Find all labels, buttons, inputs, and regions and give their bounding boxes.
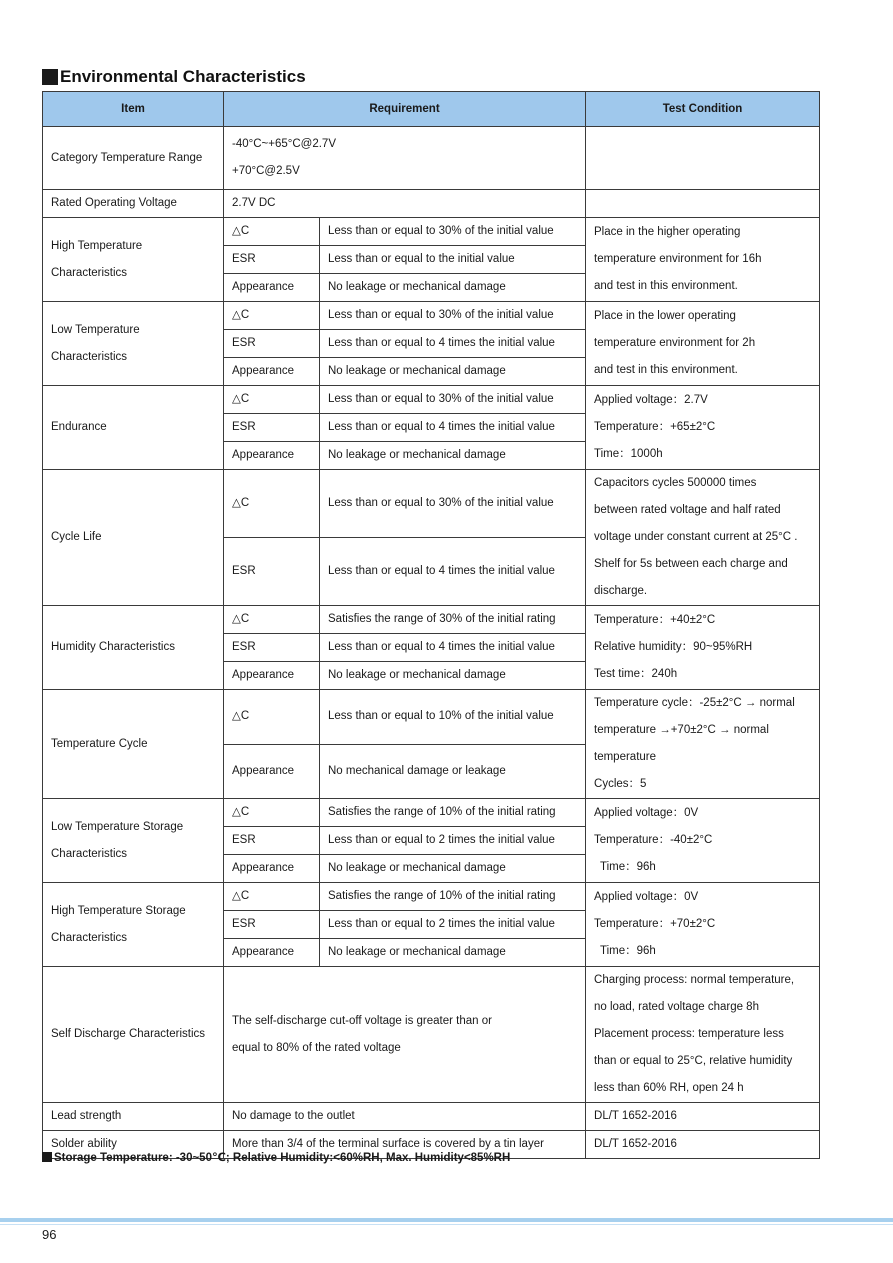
desc-cell: No leakage or mechanical damage: [320, 855, 586, 883]
param-cell: Appearance: [224, 939, 320, 967]
item-cell: Low Temperature Storage Characteristics: [43, 799, 224, 883]
desc-cell: Less than or equal to 30% of the initial value: [320, 302, 586, 330]
section-title: [42, 66, 306, 88]
table-row: [43, 967, 820, 1103]
desc-cell: Less than or equal to 4 times the initial value: [320, 330, 586, 358]
table-row: [43, 218, 820, 246]
title-text: Environmental Characteristics: [60, 67, 306, 86]
item-cell: Low Temperature Characteristics: [43, 302, 224, 386]
desc-cell: Less than or equal to 2 times the initial value: [320, 827, 586, 855]
test-condition-cell: Capacitors cycles 500000 times between rated voltage and half rated voltage under constant current at 25°C . Shelf for 5s between each charge and discharge.: [586, 470, 820, 606]
item-cell: High Temperature Storage Characteristics: [43, 883, 224, 967]
desc-cell: No mechanical damage or leakage: [320, 744, 586, 799]
desc-cell: Satisfies the range of 10% of the initial rating: [320, 883, 586, 911]
param-cell: △C: [224, 302, 320, 330]
param-cell: ESR: [224, 911, 320, 939]
param-cell: △C: [224, 883, 320, 911]
header-test-condition: Test Condition: [586, 92, 820, 127]
requirement-cell: The self-discharge cut-off voltage is greater than or equal to 80% of the rated voltage: [224, 967, 586, 1103]
item-cell: Solder ability: [43, 1131, 224, 1159]
param-cell: ESR: [224, 634, 320, 662]
footer-divider: [0, 1218, 893, 1222]
desc-cell: Less than or equal to 30% of the initial value: [320, 218, 586, 246]
item-cell: Temperature Cycle: [43, 690, 224, 799]
desc-cell: Less than or equal to 10% of the initial value: [320, 690, 586, 745]
table-row: [43, 386, 820, 414]
table-row: [43, 606, 820, 634]
environmental-characteristics-table: [42, 91, 820, 1159]
table-row: [43, 127, 820, 190]
item-cell: Category Temperature Range: [43, 127, 224, 190]
desc-cell: No leakage or mechanical damage: [320, 442, 586, 470]
test-condition-cell: [586, 190, 820, 218]
desc-cell: No leakage or mechanical damage: [320, 662, 586, 690]
header-requirement: Requirement: [224, 92, 586, 127]
param-cell: △C: [224, 690, 320, 745]
param-cell: Appearance: [224, 358, 320, 386]
footer-divider-thin: [0, 1224, 893, 1225]
square-bullet-icon: [42, 69, 58, 85]
item-cell: Rated Operating Voltage: [43, 190, 224, 218]
header-row: [43, 92, 820, 127]
desc-cell: Less than or equal to the initial value: [320, 246, 586, 274]
desc-cell: Less than or equal to 4 times the initial value: [320, 414, 586, 442]
test-condition-cell: DL/T 1652-2016: [586, 1103, 820, 1131]
test-condition-cell: Applied voltage：0V Temperature：-40±2°C Time：96h: [586, 799, 820, 883]
test-condition-cell: DL/T 1652-2016: [586, 1131, 820, 1159]
param-cell: ESR: [224, 414, 320, 442]
requirement-cell: More than 3/4 of the terminal surface is covered by a tin layer: [224, 1131, 586, 1159]
table-row: [43, 883, 820, 911]
page-number: 96: [42, 1227, 57, 1242]
param-cell: Appearance: [224, 442, 320, 470]
param-cell: Appearance: [224, 744, 320, 799]
test-condition-cell: Applied voltage：0V Temperature：+70±2°C Time：96h: [586, 883, 820, 967]
desc-cell: Less than or equal to 30% of the initial value: [320, 470, 586, 538]
item-cell: Humidity Characteristics: [43, 606, 224, 690]
param-cell: Appearance: [224, 662, 320, 690]
test-condition-cell: Temperature cycle：-25±2°C → normal temperature →+70±2°C → normal temperature Cycles：5: [586, 690, 820, 799]
param-cell: △C: [224, 606, 320, 634]
test-condition-cell: Temperature：+40±2°C Relative humidity：90~95%RH Test time：240h: [586, 606, 820, 690]
item-cell: Lead strength: [43, 1103, 224, 1131]
item-cell: Endurance: [43, 386, 224, 470]
desc-cell: Less than or equal to 2 times the initial value: [320, 911, 586, 939]
storage-footnote: [42, 1150, 510, 1164]
desc-cell: No leakage or mechanical damage: [320, 274, 586, 302]
param-cell: Appearance: [224, 274, 320, 302]
item-cell: Self Discharge Characteristics: [43, 967, 224, 1103]
param-cell: △C: [224, 386, 320, 414]
table-row: [43, 1103, 820, 1131]
test-condition-cell: [586, 127, 820, 190]
table-row: [43, 190, 820, 218]
param-cell: △C: [224, 799, 320, 827]
desc-cell: Satisfies the range of 30% of the initial rating: [320, 606, 586, 634]
desc-cell: No leakage or mechanical damage: [320, 939, 586, 967]
desc-cell: Less than or equal to 4 times the initial value: [320, 634, 586, 662]
test-condition-cell: Place in the lower operating temperature environment for 2h and test in this environment.: [586, 302, 820, 386]
requirement-cell: No damage to the outlet: [224, 1103, 586, 1131]
param-cell: △C: [224, 470, 320, 538]
desc-cell: Less than or equal to 4 times the initial value: [320, 538, 586, 606]
table-row: [43, 302, 820, 330]
param-cell: ESR: [224, 330, 320, 358]
desc-cell: Less than or equal to 30% of the initial value: [320, 386, 586, 414]
desc-cell: No leakage or mechanical damage: [320, 358, 586, 386]
param-cell: ESR: [224, 827, 320, 855]
param-cell: Appearance: [224, 855, 320, 883]
test-condition-cell: Applied voltage：2.7V Temperature：+65±2°C Time：1000h: [586, 386, 820, 470]
test-condition-cell: Charging process: normal temperature, no load, rated voltage charge 8h Placement process: temperature less than or equal to 25°C, relative humidity less than 60% RH, open 24 h: [586, 967, 820, 1103]
header-item: Item: [43, 92, 224, 127]
item-cell: Cycle Life: [43, 470, 224, 606]
square-bullet-icon: [42, 1152, 52, 1162]
desc-cell: Satisfies the range of 10% of the initial rating: [320, 799, 586, 827]
item-cell: High Temperature Characteristics: [43, 218, 224, 302]
param-cell: ESR: [224, 246, 320, 274]
test-condition-cell: Place in the higher operating temperature environment for 16h and test in this environment.: [586, 218, 820, 302]
table-row: [43, 690, 820, 745]
requirement-cell: 2.7V DC: [224, 190, 586, 218]
param-cell: △C: [224, 218, 320, 246]
table-row: [43, 799, 820, 827]
requirement-cell: -40°C~+65°C@2.7V +70°C@2.5V: [224, 127, 586, 190]
footnote-text: Storage Temperature: -30~50℃; Relative Humidity:<60%RH, Max. Humidity<85%RH: [54, 1152, 511, 1164]
param-cell: ESR: [224, 538, 320, 606]
table-row: [43, 470, 820, 538]
